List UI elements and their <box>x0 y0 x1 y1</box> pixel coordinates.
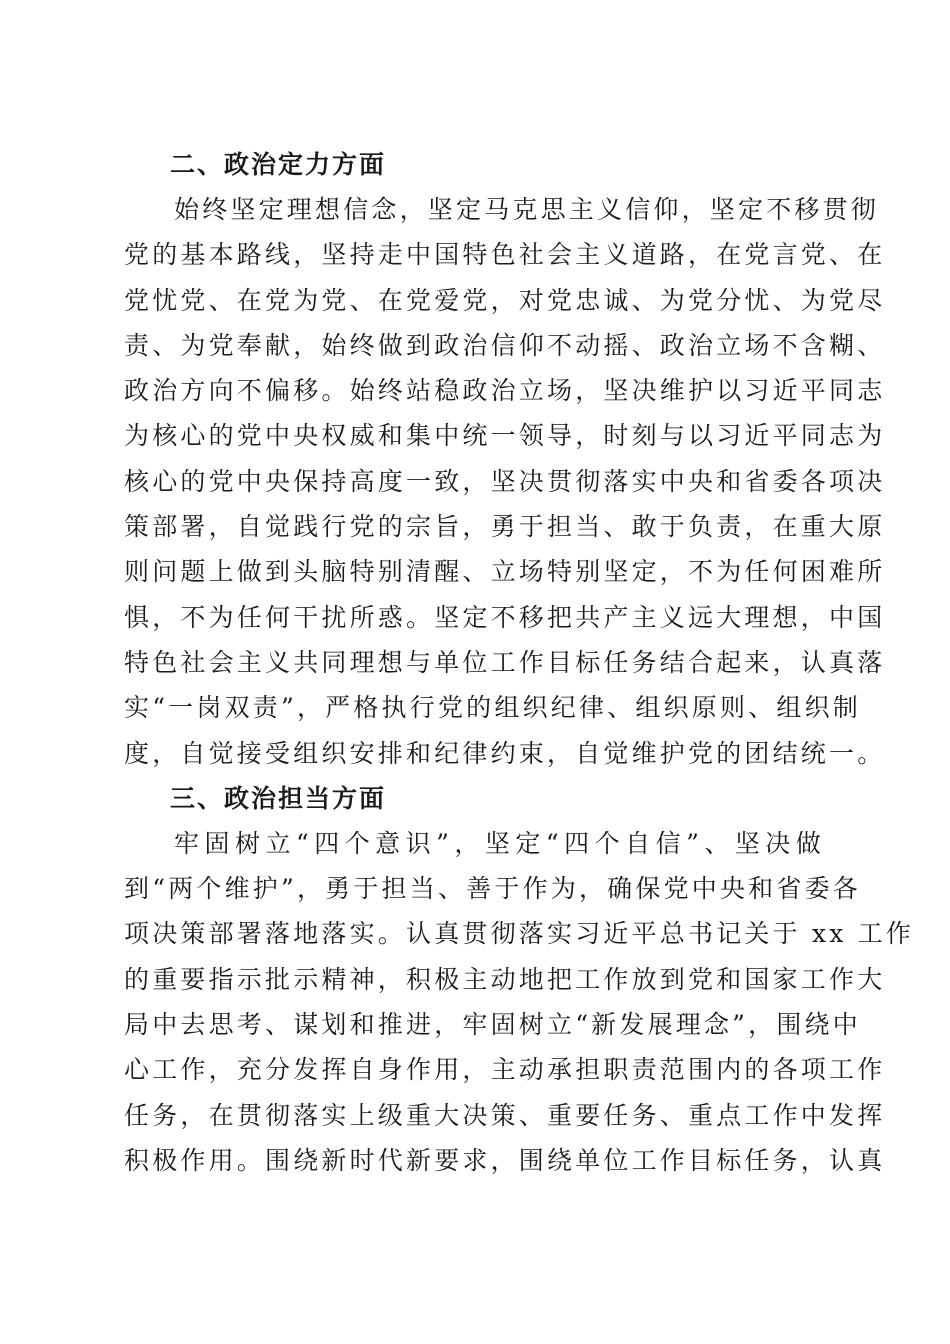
paragraph-line: 核心的党中央保持高度一致，坚决贯彻落实中央和省委各项决 <box>124 466 886 496</box>
section-heading-political-responsibility: 三、政治担当方面 <box>170 783 387 813</box>
paragraph-line: 心工作，充分发挥自身作用，主动承担职责范围内的各项工作 <box>124 1055 886 1085</box>
paragraph-line: 责、为党奉献，始终做到政治信仰不动摇、政治立场不含糊、 <box>124 330 886 360</box>
paragraph-line: 度，自觉接受组织安排和纪律约束，自觉维护党的团结统一。 <box>124 738 886 768</box>
paragraph-line: 党的基本路线，坚持走中国特色社会主义道路，在党言党、在 <box>124 240 886 270</box>
paragraph-line: 牢固树立“四个意识”，坚定“四个自信”、坚决做 <box>174 828 824 858</box>
paragraph-line: 实“一岗双责”，严格执行党的组织纪律、组织原则、组织制 <box>124 693 861 723</box>
section-heading-political-resolve: 二、政治定力方面 <box>170 150 387 179</box>
paragraph-line: 项决策部署落地落实。认真贯彻落实习近平总书记关于 xx 工作 <box>124 919 915 949</box>
paragraph-line: 策部署，自觉践行党的宗旨，勇于担当、敢于负责，在重大原 <box>124 512 886 542</box>
paragraph-line: 的重要指示批示精神，积极主动地把工作放到党和国家工作大 <box>124 964 886 994</box>
paragraph-political-responsibility <box>124 821 915 1183</box>
paragraph-line: 为核心的党中央权威和集中统一领导，时刻与以习近平同志为 <box>124 421 886 451</box>
paragraph-line: 任务，在贯彻落实上级重大决策、重要任务、重点工作中发挥 <box>124 1100 886 1130</box>
paragraph-political-resolve <box>124 187 886 776</box>
paragraph-line: 政治方向不偏移。始终站稳政治立场，坚决维护以习近平同志 <box>124 376 886 406</box>
paragraph-line: 特色社会主义共同理想与单位工作目标任务结合起来，认真落 <box>124 647 886 677</box>
document-body <box>124 142 915 1183</box>
paragraph-line: 则问题上做到头脑特别清醒、立场特别坚定，不为任何困难所 <box>124 557 886 587</box>
paragraph-line: 始终坚定理想信念，坚定马克思主义信仰，坚定不移贯彻 <box>174 195 880 224</box>
paragraph-line: 到“两个维护”，勇于担当、善于作为，确保党中央和省委各 <box>124 874 861 904</box>
paragraph-line: 惧，不为任何干扰所惑。坚定不移把共产主义远大理想，中国 <box>124 602 886 632</box>
paragraph-line: 局中去思考、谋划和推进，牢固树立“新发展理念”，围绕中 <box>124 1010 861 1040</box>
paragraph-line: 党忧党、在党为党、在党爱党，对党忠诚、为党分忧、为党尽 <box>124 285 886 315</box>
paragraph-line: 积极作用。围绕新时代新要求，围绕单位工作目标任务，认真 <box>124 1145 886 1175</box>
